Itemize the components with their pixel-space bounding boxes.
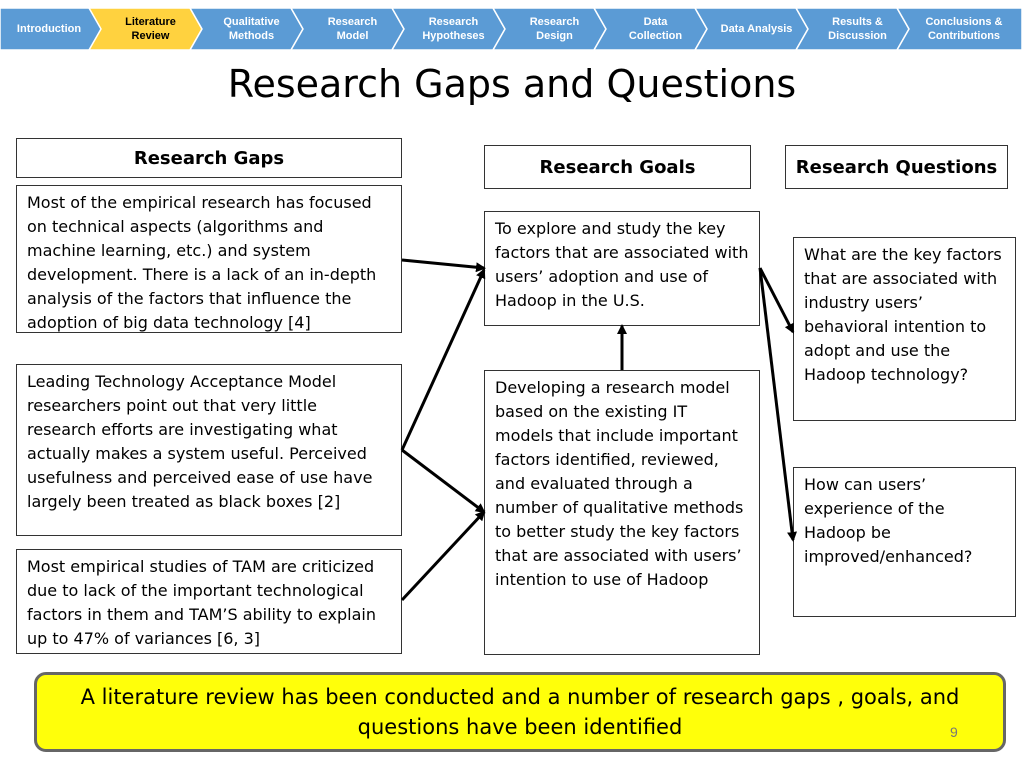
nav-item-literature-review[interactable]: Literature Review bbox=[125, 16, 176, 42]
nav-item-results-discussion[interactable]: Results & Discussion bbox=[828, 16, 887, 42]
summary-banner bbox=[34, 672, 1006, 752]
research-question-2: How can users’ experience of the Hadoop be improved/enhanced? bbox=[793, 467, 1016, 617]
research-goal-2: Developing a research model based on the existing IT models that include important factors identified, reviewed, and evaluated through a number of qualitative methods to better study the key factors that are associated with users’ intention to use of Hadoop bbox=[484, 370, 760, 655]
arrow-gap3-to-goal1 bbox=[402, 450, 484, 512]
nav-item-research-design[interactable]: Research Design bbox=[529, 16, 580, 42]
nav-item-conclusions-contributions[interactable]: Conclusions & Contributions bbox=[925, 16, 1003, 42]
nav-item-qualitative-methods[interactable]: Qualitative Methods bbox=[223, 16, 280, 42]
research-question-1: What are the key factors that are associated with industry users’ behavioral intention to adopt and use the Hadoop technology? bbox=[793, 237, 1016, 421]
nav-item-introduction[interactable]: Introduction bbox=[16, 23, 82, 35]
summary-banner-text: A literature review has been conducted and a number of research gaps , goals, and questions have been identified bbox=[80, 685, 960, 739]
nav-item-data-analysis[interactable]: Data Analysis bbox=[720, 23, 793, 35]
research-gaps-header: Research Gaps bbox=[16, 138, 402, 178]
page-number: 9 bbox=[950, 724, 958, 740]
arrow-gap1-to-goal1 bbox=[402, 260, 484, 268]
research-goals-header: Research Goals bbox=[484, 145, 751, 189]
nav-item-data-collection[interactable]: Data Collection bbox=[628, 16, 683, 42]
research-gap-2: Leading Technology Acceptance Model researchers point out that very little research efforts are investigating what actually makes a system useful. Perceived usefulness and perceived ease of use have largely been treated as black boxes [2] bbox=[16, 364, 402, 536]
research-gap-3: Most empirical studies of TAM are criticized due to lack of the important technological factors in them and TAM’S ability to explain up to 47% of variances [6, 3] bbox=[16, 549, 402, 654]
section-nav bbox=[0, 8, 1024, 50]
research-goal-1: To explore and study the key factors that are associated with users’ adoption and use of Hadoop in the U.S. bbox=[484, 211, 760, 326]
arrow-goal1-to-question2 bbox=[760, 268, 793, 540]
arrow-gap3-to-goal2 bbox=[402, 512, 484, 600]
arrow-gap2-to-goal1 bbox=[402, 270, 484, 450]
nav-item-research-hypotheses[interactable]: Research Hypotheses bbox=[422, 16, 485, 42]
research-gap-1: Most of the empirical research has focused on technical aspects (algorithms and machine learning, etc.) and system development. There is a lack of an in-depth analysis of the factors that influence the adoption of big data technology [4] bbox=[16, 185, 402, 333]
slide-title: Research Gaps and Questions bbox=[227, 62, 797, 106]
research-questions-header: Research Questions bbox=[785, 145, 1008, 189]
arrow-goal1-to-question1 bbox=[760, 268, 793, 332]
nav-item-research-model[interactable]: Research Model bbox=[327, 16, 378, 42]
